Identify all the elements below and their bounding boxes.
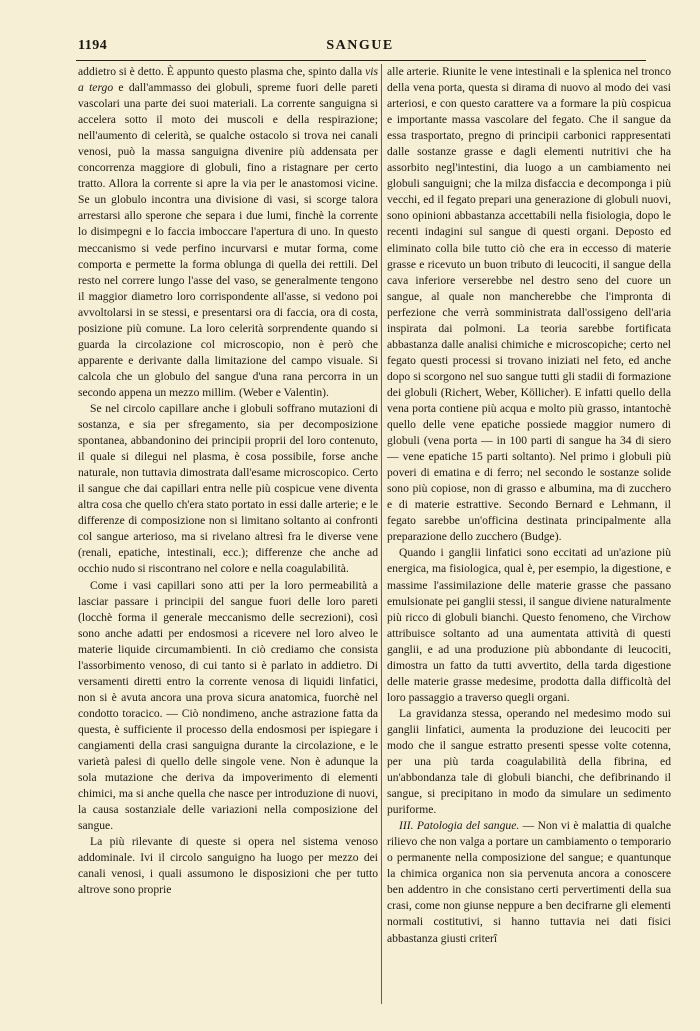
paragraph: La gravidanza stessa, operando nel medesimo modo sui ganglii linfatici, aumenta la produzione dei leucociti per modo che il sangue estratto presenti spesse volte cotenna, per una più tarda coagulabilità della fibrina, ed un'abbondanza tale di globuli bianchi, che defibrinando il sangue, si precipitano in modo da simulare un sedimento puriforme. bbox=[387, 706, 671, 817]
page-header bbox=[78, 38, 642, 58]
paragraph: Quando i ganglii linfatici sono eccitati ad un'azione più energica, ma fisiologica, qual è, per esempio, la digestione, e massime l'assimilazione delle materie grasse che passano emulsionate pei ganglii stessi, il sangue diviene naturalmente più ricco di globuli bianchi. Questo fenomeno, che Virchow attribuisce soltanto ad una aumentata attività di questi ganglii, e ad una produzione più abbondante di leucociti, dimostra un fatto da tutti avvertito, della tarda digestione delle materie grasse medesime, prodotta dalla difficoltà del loro passaggio a traverso quegli organi. bbox=[387, 546, 671, 704]
left-column bbox=[78, 64, 378, 1004]
paragraph: La più rilevante di queste si opera nel sistema venoso addominale. Ivi il circolo sanguigno ha luogo per mezzo dei canali venosi, i quali assumono le disposizioni che per tutto altrove sono proprie bbox=[78, 835, 378, 897]
paragraph bbox=[78, 64, 378, 401]
paragraph: alle arterie. Riunite le vene intestinali e la splenica nel tronco della vena porta, questa si dirama di nuovo al modo dei vasi arteriosi, e con questo carattere va a formare la più cospicua e importante massa vascolare del fegato. Che il sangue da essa trasportato, pregno di principii carbonici rappresentati dalle sostanze grasse e dagli elementi nutritivi che ha assorbito negl'intestini, dia luogo a un cambiamento nei globuli sanguigni; che la milza disfaccia e decomponga i più vecchi, ed il fegato prepari una generazione di globuli nuovi, sono opinioni abbastanza accettabili nella fisiologia, dopo le recenti indagini sul sangue di questi organi. Deposto ed eliminato colla bile tutto ciò che era in eccesso di materie grasse e ricevuto un buon tributo di leucociti, il sangue della cava inferiore verserebbe nel destro seno del cuore un sangue, al quale non mancherebbe che l'impronta di perfezione che verrà somministrata dall'ossigeno dell'aria inspirata dai polmoni. La teoria sarebbe fortificata abbastanza dalle analisi chimiche e microscopiche; certo nel fegato questi processi si trovano iniziati nel feto, ed anche dopo si scorgono nel suo sangue tutti gli stadii di formazione dei globuli (Richert, Weber, Köllicher). E infatti quello della vena porta contiene più acqua e molto più grasso, intantochè quello delle vene epatiche possiede maggior numero di globuli (vena porta — in 100 parti di sangue ha 34 di siero — vene epatiche 15 parti soltanto). Nel primo i globuli più poveri di ematina e di ferro; nel secondo le sostanze solide sono più copiose, non di grasso e albumina, ma di zucchero e di materie estrattive. Secondo Bernard e Lehmann, il fegato sarebbe un'officina destinata principalmente alla preparazione dello zucchero (Budge). bbox=[387, 65, 671, 544]
section-heading: III. Patologia del sangue. bbox=[399, 819, 520, 833]
paragraph: Se nel circolo capillare anche i globuli soffrano mutazioni di sostanza, e sia per sfregamento, sia per decomposizione spontanea, abbandonino dei principii proprii del loro contenuto, il quale si dilegui nel plasma, è cosa possibile, forse anche naturale, non tuttavia dimostrata dall'esame microscopico. Certo il sangue che dai capillari entra nelle più cospicue vene diventa altra cosa che quello ch'era stato portato in essi dalle arterie; e le differenze di composizione non si limitano soltanto ai confronti col sangue arterioso, ma si rivelano altresì fra le diverse vene (renali, epatiche, intestinali, ecc.); differenze che anche ad occhio nudo si riscontrano nel colore e nella coagulabilità. bbox=[78, 401, 378, 576]
header-rule bbox=[76, 60, 646, 61]
right-column bbox=[387, 64, 671, 1004]
running-head: SANGUE bbox=[326, 38, 394, 53]
paragraph bbox=[387, 818, 671, 946]
column-divider bbox=[381, 64, 382, 1004]
paragraph: Come i vasi capillari sono atti per la loro permeabilità a lasciar passare i principii del sangue fuori delle loro pareti (locchè forma il generale meccanismo delle secrezioni), così sono anche adatti per endosmosi a ricevere nel loro alveo le materie liquide circumambienti. In ciò crediamo che consista l'assorbimento venoso, di cui tanto si è parlato in addietro. Di versamenti diretti entro la corrente venosa di liquidi linfatici, non si è avuta ancora una prova sicura anatomica, fuorchè nel condotto toracico. — Ciò nondimeno, anche astrazione fatta da questa, è sufficiente il processo della endosmosi per ispiegare i cangiamenti della crasi sanguigna durante la circolazione, e le varietà palesi di quello delle singole vene. Non è adunque la sola mutazione che deriva da impoverimento di elementi chimici, ma si anche quella che nasce per introduzione di nuovi, la causa sostanziale delle variazioni nella composizione del sangue. bbox=[78, 578, 378, 833]
text-run: addietro si è detto. È appunto questo plasma che, spinto dalla bbox=[78, 65, 366, 78]
text-run: e dall'ammasso dei globuli, spreme fuori delle pareti vascolari una parte dei suoi materiali. La corrente sanguigna si accelera sotto il moto dei muscoli e della respirazione; nell'aumento di celerità, se qualche ostacolo si trova nei canali venosi, può la massa sanguigna divenire più addensata per concorrenza maggiore di globuli, fino a ristagnare per certo tratto. Allora la corrente si apre la via per le anastomosi vicine. Se un globulo incontra una divisione di vasi, si scorge talora arrestarsi allo sperone che separa i due lumi, finchè la corrente lo disimpegni e lo faccia imboccare l'apertura di uno. In questo meccanismo si vede perfino incurvarsi e mutar forma, come comporta e permette la forma oblunga di quella dei rettili. Del resto nel correre lungo l'asse del vaso, se generalmente tengono il maggior diametro loro corrispondente all'asse, si vedono poi avvoltolarsi in se stessi, e presentarsi ora di faccia, ora di costa, posizione più comune. La loro celerità sorprendente quando si guarda la circolazione col microscopio, non è però che apparente e derivante dalla limitazione del campo visuale. Si calcola che un globulo del sangue d'una rana percorra in un secondo appena un mezzo millim. (Weber e Valentin). bbox=[78, 81, 378, 399]
page-number: 1194 bbox=[78, 38, 108, 53]
text-run: — Non vi è malattia di qualche rilievo che non valga a portare un cambiamento o temporario o permanente nella composizione del sangue; e quantunque la chimica organica non sia pervenuta ancora a conoscere ben addentro in che consistano certi pervertimenti della sua crasi, come non giunse neppure a ben decifrarne gli elementi normali costitutivi, si hanno tuttavia nei dati fisici abbastanza giusti criterî bbox=[387, 819, 671, 945]
italic-phrase: vis a tergo bbox=[78, 65, 378, 95]
